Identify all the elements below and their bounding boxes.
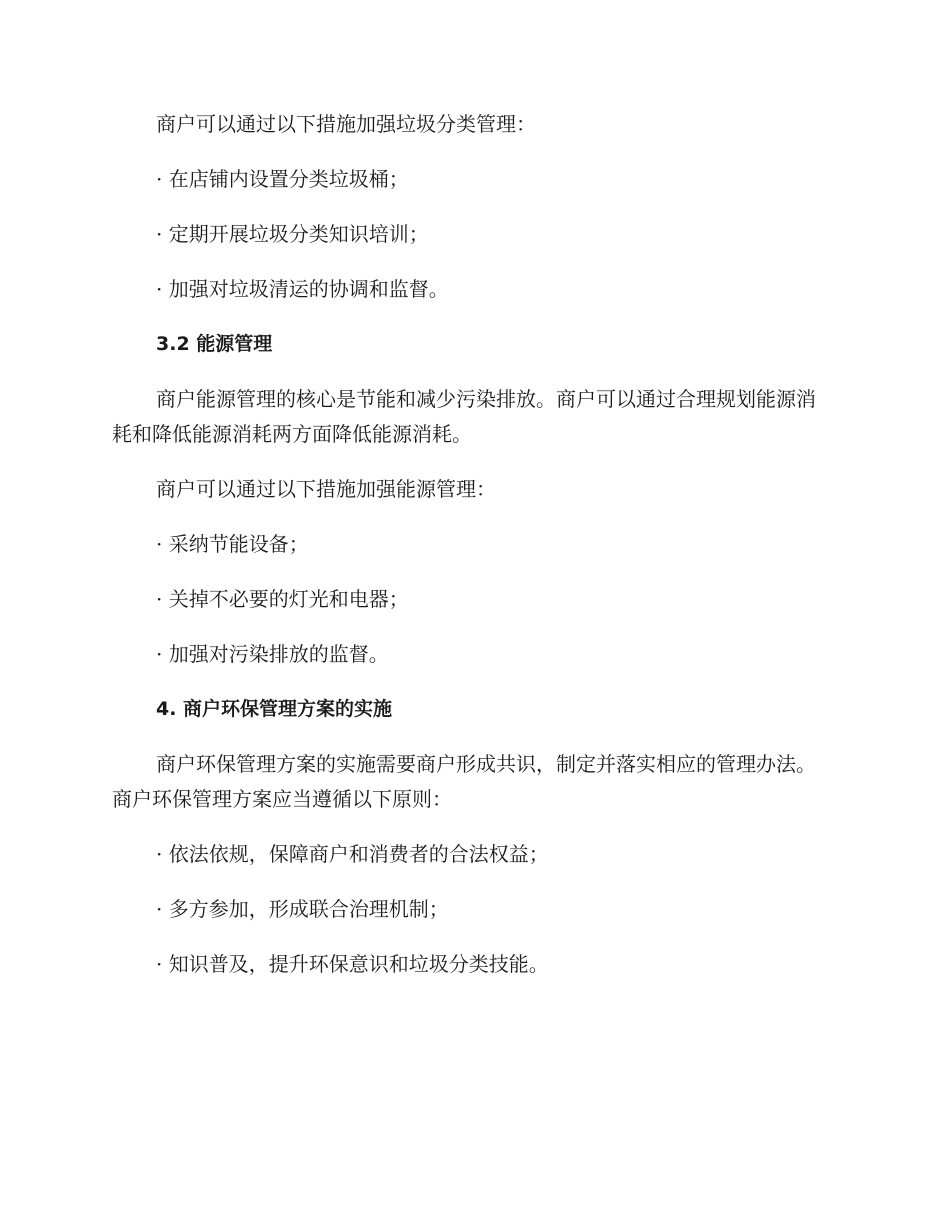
section-heading-energy: 3.2 能源管理 [156, 333, 273, 355]
bullet-waste-bins: · 在店铺内设置分类垃圾桶； [156, 167, 409, 191]
paragraph-energy-core: 商户能源管理的核心是节能和减少污染排放。商户可以通过合理规划能源消耗和降低能源消耗两方面降低能源消耗。 [112, 387, 816, 446]
paragraph-energy-measures-intro: 商户可以通过以下措施加强能源管理： [156, 477, 496, 501]
bullet-energy-devices: · 采纳节能设备； [156, 532, 309, 556]
document-page [112, 107, 832, 982]
section-heading-implementation: 4. 商户环保管理方案的实施 [156, 698, 393, 720]
bullet-waste-training: · 定期开展垃圾分类知识培训； [156, 222, 429, 246]
bullet-energy-lights: · 关掉不必要的灯光和电器； [156, 587, 409, 611]
paragraph-implementation: 商户环保管理方案的实施需要商户形成共识，制定并落实相应的管理办法。商户环保管理方案应当遵循以下原则： [112, 752, 816, 811]
bullet-principle-participation: · 多方参加，形成联合治理机制； [156, 897, 449, 921]
bullet-waste-supervision: · 加强对垃圾清运的协调和监督。 [156, 277, 449, 301]
bullet-principle-knowledge: · 知识普及，提升环保意识和垃圾分类技能。 [156, 952, 549, 976]
paragraph-waste-measures-intro: 商户可以通过以下措施加强垃圾分类管理： [156, 112, 536, 136]
bullet-principle-law: · 依法依规，保障商户和消费者的合法权益； [156, 842, 549, 866]
bullet-energy-pollution: · 加强对污染排放的监督。 [156, 642, 389, 666]
